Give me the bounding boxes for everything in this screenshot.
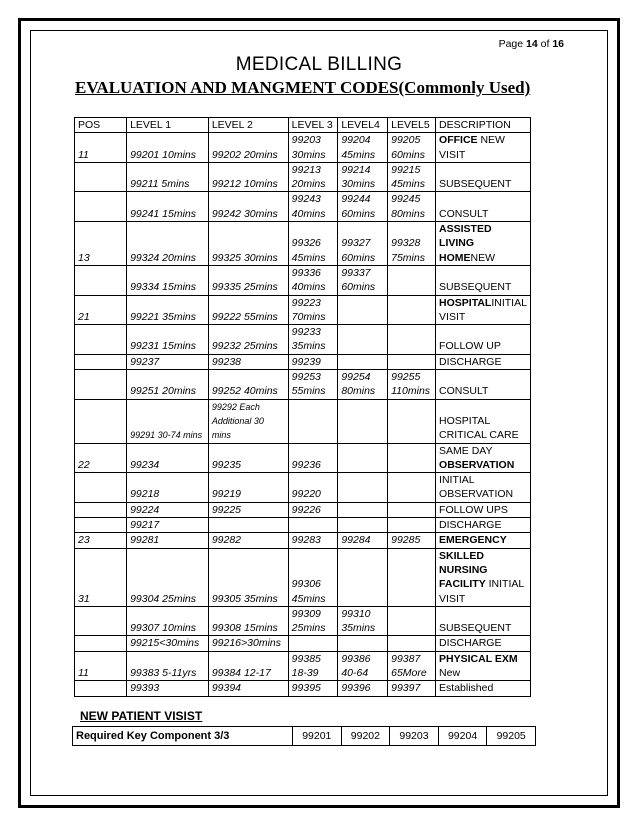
- new-patient-table: [72, 726, 536, 746]
- pos-cell: [75, 473, 127, 503]
- level1-cell: 99334 15mins: [127, 265, 209, 295]
- level4-cell: [338, 295, 388, 325]
- level4-cell: 99214 30mins: [338, 162, 388, 192]
- pos-cell: [75, 192, 127, 222]
- description-cell: FOLLOW UPS: [436, 502, 531, 517]
- pos-cell: [75, 354, 127, 369]
- new-patient-label: Required Key Component 3/3: [73, 727, 293, 746]
- level5-cell: [388, 606, 436, 636]
- level5-cell: [388, 548, 436, 606]
- level2-cell: 99384 12-17: [208, 651, 288, 681]
- pos-cell: [75, 518, 127, 533]
- column-header: LEVEL4: [338, 118, 388, 133]
- pos-cell: [75, 399, 127, 443]
- level3-cell: [288, 399, 338, 443]
- description-cell: OFFICE NEW VISIT: [436, 133, 531, 163]
- level1-cell: 99383 5-11yrs: [127, 651, 209, 681]
- level2-cell: 99394: [208, 681, 288, 696]
- level5-cell: [388, 636, 436, 651]
- new-patient-code: 99201: [293, 727, 342, 746]
- pos-cell: [75, 502, 127, 517]
- level2-cell: 99282: [208, 533, 288, 548]
- new-patient-code: 99205: [487, 727, 536, 746]
- level4-cell: 99284: [338, 533, 388, 548]
- level1-cell: 99291 30-74 mins: [127, 399, 209, 443]
- level1-cell: 99234: [127, 443, 209, 473]
- level3-cell: 99220: [288, 473, 338, 503]
- pos-cell: [75, 265, 127, 295]
- level5-cell: [388, 399, 436, 443]
- level2-cell: 99216>30mins: [208, 636, 288, 651]
- pos-cell: 21: [75, 295, 127, 325]
- level3-cell: 99283: [288, 533, 338, 548]
- document-title: MEDICAL BILLING: [235, 54, 403, 75]
- new-patient-code: 99202: [341, 727, 390, 746]
- level5-cell: [388, 518, 436, 533]
- level5-cell: [388, 295, 436, 325]
- level4-cell: 99244 60mins: [338, 192, 388, 222]
- table-row: [75, 370, 531, 400]
- new-patient-code: 99204: [438, 727, 487, 746]
- level1-cell: 99281: [127, 533, 209, 548]
- level1-cell: 99224: [127, 502, 209, 517]
- level2-cell: 99222 55mins: [208, 295, 288, 325]
- description-cell: CONSULT: [436, 192, 531, 222]
- pos-cell: [75, 325, 127, 355]
- description-cell: HOSPITAL CRITICAL CARE: [436, 399, 531, 443]
- level2-cell: 99308 15mins: [208, 606, 288, 636]
- table-row: [75, 606, 531, 636]
- level5-cell: 99215 45mins: [388, 162, 436, 192]
- table-row: [75, 162, 531, 192]
- table-row: [75, 502, 531, 517]
- level4-cell: [338, 473, 388, 503]
- level1-cell: 99218: [127, 473, 209, 503]
- pos-cell: 13: [75, 222, 127, 266]
- level2-cell: [208, 518, 288, 533]
- new-patient-title: NEW PATIENT VISIST: [80, 709, 203, 723]
- table-row: [75, 354, 531, 369]
- level3-cell: 99226: [288, 502, 338, 517]
- level4-cell: 99204 45mins: [338, 133, 388, 163]
- level3-cell: 99253 55mins: [288, 370, 338, 400]
- level2-cell: 99325 30mins: [208, 222, 288, 266]
- level4-cell: [338, 548, 388, 606]
- level3-cell: 99336 40mins: [288, 265, 338, 295]
- level1-cell: 99393: [127, 681, 209, 696]
- level4-cell: 99396: [338, 681, 388, 696]
- level4-cell: 99386 40-64: [338, 651, 388, 681]
- table-row: [75, 651, 531, 681]
- table-row: [75, 399, 531, 443]
- column-header: LEVEL 2: [208, 118, 288, 133]
- description-cell: FOLLOW UP: [436, 325, 531, 355]
- pos-cell: 11: [75, 133, 127, 163]
- level5-cell: 99397: [388, 681, 436, 696]
- level3-cell: 99236: [288, 443, 338, 473]
- level4-cell: [338, 443, 388, 473]
- pos-cell: [75, 681, 127, 696]
- level4-cell: [338, 636, 388, 651]
- level4-cell: [338, 325, 388, 355]
- table-row: [75, 533, 531, 548]
- level3-cell: 99239: [288, 354, 338, 369]
- table-row: [75, 518, 531, 533]
- table-row: [75, 681, 531, 696]
- level5-cell: 99205 60mins: [388, 133, 436, 163]
- column-header: LEVEL 1: [127, 118, 209, 133]
- level4-cell: 99310 35mins: [338, 606, 388, 636]
- table-row: [75, 548, 531, 606]
- level4-cell: 99337 60mins: [338, 265, 388, 295]
- level3-cell: 99233 35mins: [288, 325, 338, 355]
- description-cell: INITIAL OBSERVATION: [436, 473, 531, 503]
- level1-cell: 99231 15mins: [127, 325, 209, 355]
- pos-cell: [75, 606, 127, 636]
- level1-cell: 99307 10mins: [127, 606, 209, 636]
- level4-cell: [338, 518, 388, 533]
- level3-cell: 99223 70mins: [288, 295, 338, 325]
- level5-cell: 99387 65More: [388, 651, 436, 681]
- document-subtitle: EVALUATION AND MANGMENT CODES(Commonly Used): [75, 78, 531, 97]
- level1-cell: 99251 20mins: [127, 370, 209, 400]
- level3-cell: 99213 20mins: [288, 162, 338, 192]
- level2-cell: 99225: [208, 502, 288, 517]
- description-cell: Established: [436, 681, 531, 696]
- level3-cell: 99309 25mins: [288, 606, 338, 636]
- level4-cell: [338, 354, 388, 369]
- description-cell: SUBSEQUENT: [436, 265, 531, 295]
- pos-cell: [75, 636, 127, 651]
- column-header: LEVEL5: [388, 118, 436, 133]
- level3-cell: [288, 636, 338, 651]
- level4-cell: 99254 80mins: [338, 370, 388, 400]
- table-row: [75, 192, 531, 222]
- column-header: LEVEL 3: [288, 118, 338, 133]
- level3-cell: [288, 518, 338, 533]
- level1-cell: 99304 25mins: [127, 548, 209, 606]
- description-cell: SUBSEQUENT: [436, 162, 531, 192]
- level1-cell: 99215<30mins: [127, 636, 209, 651]
- table-row: [75, 295, 531, 325]
- pos-cell: 22: [75, 443, 127, 473]
- level4-cell: [338, 399, 388, 443]
- level1-cell: 99201 10mins: [127, 133, 209, 163]
- level5-cell: [388, 473, 436, 503]
- description-cell: SKILLED NURSING FACILITY INITIAL VISIT: [436, 548, 531, 606]
- level2-cell: 99219: [208, 473, 288, 503]
- description-cell: ASSISTED LIVING HOMENEW: [436, 222, 531, 266]
- level3-cell: 99326 45mins: [288, 222, 338, 266]
- level5-cell: [388, 354, 436, 369]
- level5-cell: [388, 502, 436, 517]
- level5-cell: 99328 75mins: [388, 222, 436, 266]
- level2-cell: 99235: [208, 443, 288, 473]
- table-row: [75, 443, 531, 473]
- description-cell: HOSPITALINITIAL VISIT: [436, 295, 531, 325]
- level2-cell: 99305 35mins: [208, 548, 288, 606]
- level1-cell: 99237: [127, 354, 209, 369]
- level5-cell: [388, 325, 436, 355]
- level3-cell: 99243 40mins: [288, 192, 338, 222]
- pos-cell: [75, 162, 127, 192]
- level1-cell: 99241 15mins: [127, 192, 209, 222]
- table-row: [75, 222, 531, 266]
- pos-cell: 11: [75, 651, 127, 681]
- level2-cell: 99238: [208, 354, 288, 369]
- level3-cell: 99385 18-39: [288, 651, 338, 681]
- level1-cell: 99324 20mins: [127, 222, 209, 266]
- level5-cell: [388, 265, 436, 295]
- column-header: POS: [75, 118, 127, 133]
- description-cell: SAME DAY OBSERVATION: [436, 443, 531, 473]
- level5-cell: 99285: [388, 533, 436, 548]
- table-row: [75, 133, 531, 163]
- table-row: [75, 636, 531, 651]
- pos-cell: [75, 370, 127, 400]
- level5-cell: [388, 443, 436, 473]
- new-patient-code: 99203: [390, 727, 439, 746]
- level3-cell: 99395: [288, 681, 338, 696]
- level1-cell: 99211 5mins: [127, 162, 209, 192]
- description-cell: CONSULT: [436, 370, 531, 400]
- description-cell: PHYSICAL EXM New: [436, 651, 531, 681]
- table-row: [75, 325, 531, 355]
- level5-cell: 99255 110mins: [388, 370, 436, 400]
- level2-cell: 99242 30mins: [208, 192, 288, 222]
- pos-cell: 31: [75, 548, 127, 606]
- level2-cell: 99212 10mins: [208, 162, 288, 192]
- description-cell: SUBSEQUENT: [436, 606, 531, 636]
- level2-cell: 99335 25mins: [208, 265, 288, 295]
- column-header: DESCRIPTION: [436, 118, 531, 133]
- description-cell: DISCHARGE: [436, 518, 531, 533]
- description-cell: EMERGENCY: [436, 533, 531, 548]
- level3-cell: 99203 30mins: [288, 133, 338, 163]
- description-cell: DISCHARGE: [436, 636, 531, 651]
- table-header-row: [75, 118, 531, 133]
- level4-cell: 99327 60mins: [338, 222, 388, 266]
- level2-cell: 99232 25mins: [208, 325, 288, 355]
- level2-cell: 99202 20mins: [208, 133, 288, 163]
- table-row: [75, 265, 531, 295]
- level4-cell: [338, 502, 388, 517]
- em-codes-table: [74, 117, 531, 697]
- pos-cell: 23: [75, 533, 127, 548]
- table-row: [75, 473, 531, 503]
- level5-cell: 99245 80mins: [388, 192, 436, 222]
- page-number: Page 14 of 16: [498, 38, 564, 50]
- level3-cell: 99306 45mins: [288, 548, 338, 606]
- level2-cell: 99252 40mins: [208, 370, 288, 400]
- level2-cell: 99292 Each Additional 30 mins: [208, 399, 288, 443]
- level1-cell: 99217: [127, 518, 209, 533]
- level1-cell: 99221 35mins: [127, 295, 209, 325]
- description-cell: DISCHARGE: [436, 354, 531, 369]
